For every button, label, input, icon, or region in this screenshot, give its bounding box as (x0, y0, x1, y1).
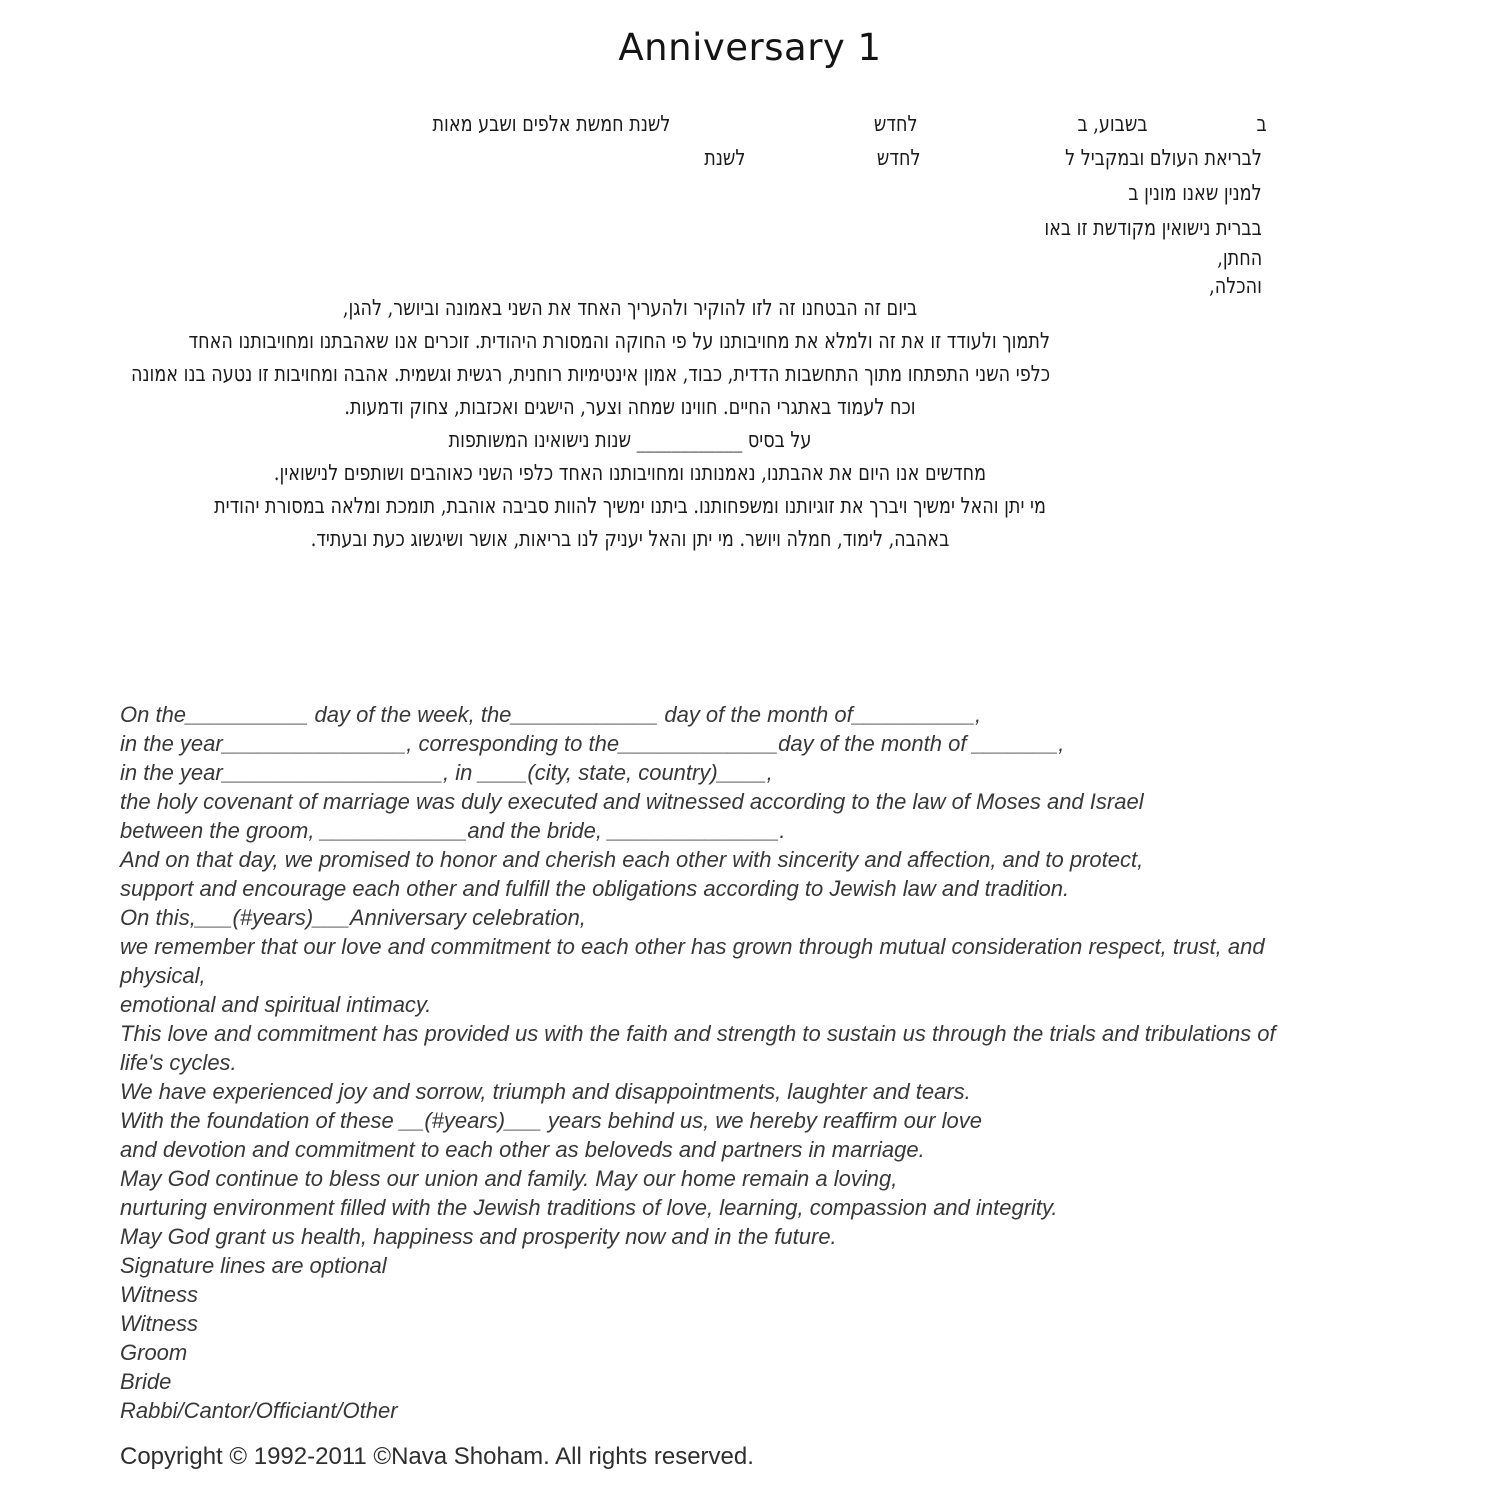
hebrew-counting-phrase: למנין שאנו מונין ב (1128, 181, 1262, 206)
english-signature-witness-2: Witness (120, 1311, 199, 1336)
english-line-date-week: On the__________ day of the week, the____________ day of the month of__________, (120, 702, 982, 727)
english-line-year-corresponding: in the year_______________, corresponding to the_____________day of the month of _______, (120, 731, 1065, 756)
hebrew-body-line: מחדשים אנו היום את אהבתנו, נאמנותנו ומחויבותנו האחד כלפי השני כאוהבים ושותפים לנישואין. (273, 461, 987, 486)
english-line: This love and commitment has provided us with the faith and strength to sustain us through the trials and tribulations of (120, 1021, 1276, 1046)
english-line-groom-bride-blanks: between the groom, ____________and the bride, ______________. (120, 818, 786, 843)
copyright-line: Copyright © 1992-2011 ©Nava Shoham. All rights reserved. (120, 1443, 754, 1470)
english-line: nurturing environment filled with the Jewish traditions of love, learning, compassion and integrity. (120, 1195, 1058, 1220)
english-signature-groom: Groom (120, 1340, 188, 1365)
hebrew-week-phrase: בשבוע, ב (1077, 112, 1147, 137)
english-line-year-location: in the year__________________, in ____(city, state, country)____, (120, 760, 773, 785)
hebrew-month-label-2: לחדש (876, 146, 920, 171)
english-line: And on that day, we promised to honor and cherish each other with sincerity and affection, and to protect, (120, 847, 1144, 872)
hebrew-creation-phrase: לבריאת העולם ובמקביל ל (1065, 146, 1262, 171)
hebrew-bride-label: והכלה, (1209, 274, 1262, 299)
english-line: emotional and spiritual intimacy. (120, 992, 432, 1017)
hebrew-header (0, 112, 1500, 322)
hebrew-header-line-2 (0, 146, 1500, 176)
english-line: life's cycles. (120, 1050, 237, 1075)
hebrew-header-line-1 (0, 112, 1500, 142)
hebrew-body (105, 292, 1155, 556)
english-line: May God grant us health, happiness and prosperity now and in the future. (120, 1224, 837, 1249)
english-body (120, 700, 1480, 1425)
hebrew-body-line: מי יתן והאל ימשיך ויברך את זוגיותנו ומשפחותנו. ביתנו ימשיך להוות סביבה אוהבת, תומכת ומלאה במסורת יהודית (214, 494, 1046, 519)
english-signature-officiant: Rabbi/Cantor/Officiant/Other (120, 1398, 398, 1423)
english-line-covenant: the holy covenant of marriage was duly executed and witnessed according to the law of Moses and Israel (120, 789, 1144, 814)
hebrew-header-line-5 (0, 246, 1500, 276)
hebrew-body-line: כלפי השני התפתחו מתוך התחשבות הדדית, כבוד, אמון אינטימיות רוחנית, רגשית וגשמית. אהבה ומחויבות זו נטעה בנו אמונה (131, 362, 1050, 387)
hebrew-groom-label: החתן, (1217, 246, 1262, 271)
hebrew-day-prefix: ב (1256, 112, 1267, 137)
english-line: and devotion and commitment to each other as beloveds and partners in marriage. (120, 1137, 925, 1162)
hebrew-body-line: לתמוך ולעודד זו את זה ולמלא את מחויבותנו על פי החוקה והמסורת היהודית. זוכרים אנו שאהבתנו ומחויבותנו האחד (188, 329, 1051, 354)
english-line: We have experienced joy and sorrow, triumph and disappointments, laughter and tears. (120, 1079, 971, 1104)
hebrew-year-label-2: לשנת (703, 146, 745, 171)
english-line-signature-note: Signature lines are optional (120, 1253, 387, 1278)
hebrew-body-line: באהבה, לימוד, חמלה ויושר. מי יתן והאל יעניק לנו בריאות, אושר ושיגשוג כעת ובעתיד. (310, 527, 950, 552)
hebrew-body-line: וכח לעמוד באתגרי החיים. חווינו שמחה וצער, הישגים ואכזבות, צחוק ודמעות. (344, 395, 916, 420)
english-signature-witness-1: Witness (120, 1282, 199, 1307)
english-line: we remember that our love and commitment to each other has grown through mutual consideration respect, trust, and (120, 934, 1265, 959)
hebrew-covenant-phrase: בברית נישואין מקודשת זו באו (1044, 216, 1262, 241)
english-line-anniversary-blank: On this,___(#years)___Anniversary celebration, (120, 905, 586, 930)
english-line-years-blank: With the foundation of these __(#years)___ years behind us, we hereby reaffirm our love (120, 1108, 982, 1133)
hebrew-body-line-years-blank: על בסיס ____________ שנות נישואינו המשותפות (448, 428, 812, 453)
hebrew-header-line-4 (0, 216, 1500, 246)
english-signature-bride: Bride (120, 1369, 172, 1394)
english-line: physical, (120, 963, 206, 988)
hebrew-header-line-3 (0, 181, 1500, 211)
page-title: Anniversary 1 (618, 26, 882, 69)
hebrew-year-phrase: לשנת חמשת אלפים ושבע מאות (432, 112, 670, 137)
english-line: support and encourage each other and fulfill the obligations according to Jewish law and tradition. (120, 876, 1070, 901)
english-line: May God continue to bless our union and family. May our home remain a loving, (120, 1166, 898, 1191)
hebrew-body-line: ביום זה הבטחנו זה לזו להוקיר ולהעריך האחד את השני באמונה וביושר, להגן, (342, 296, 918, 321)
hebrew-month-label: לחדש (873, 112, 917, 137)
